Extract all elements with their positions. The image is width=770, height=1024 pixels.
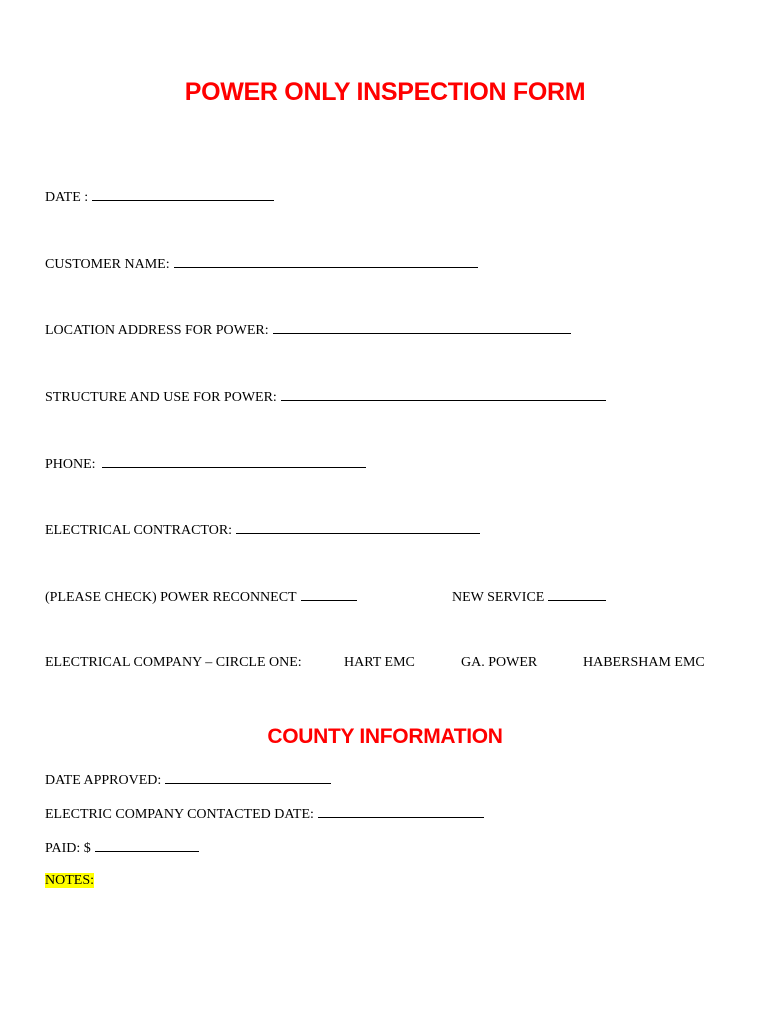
county-information-heading: COUNTY INFORMATION <box>267 725 503 748</box>
company-option-habersham-emc[interactable]: HABERSHAM EMC <box>583 655 705 670</box>
phone-row <box>45 455 366 474</box>
notes-label: NOTES: <box>45 873 94 888</box>
date-approved-row <box>45 771 331 790</box>
new-service-label: NEW SERVICE <box>452 590 545 605</box>
customer-name-row <box>45 255 478 274</box>
electric-company-contacted-field[interactable] <box>318 805 484 818</box>
date-approved-field[interactable] <box>165 771 331 784</box>
structure-use-field[interactable] <box>281 388 606 401</box>
location-address-row <box>45 321 571 340</box>
structure-use-label: STRUCTURE AND USE FOR POWER: <box>45 390 277 405</box>
date-approved-label: DATE APPROVED: <box>45 773 162 788</box>
company-option-hart-emc[interactable]: HART EMC <box>344 655 415 670</box>
date-row <box>45 188 274 207</box>
structure-use-row <box>45 388 606 407</box>
electrical-company-label: ELECTRICAL COMPANY – CIRCLE ONE: <box>45 655 302 670</box>
electric-company-contacted-row <box>45 805 484 824</box>
customer-name-label: CUSTOMER NAME: <box>45 257 170 272</box>
new-service-checkbox[interactable] <box>548 588 606 601</box>
location-address-label: LOCATION ADDRESS FOR POWER: <box>45 323 269 338</box>
company-option-ga-power[interactable]: GA. POWER <box>461 655 538 670</box>
notes-row <box>45 872 94 890</box>
phone-label: PHONE: <box>45 457 96 472</box>
location-address-field[interactable] <box>273 321 571 334</box>
date-label: DATE : <box>45 190 89 205</box>
electrical-contractor-label: ELECTRICAL CONTRACTOR: <box>45 523 233 538</box>
form-title: POWER ONLY INSPECTION FORM <box>184 78 586 106</box>
paid-label: PAID: $ <box>45 841 91 856</box>
electric-company-contacted-label: ELECTRIC COMPANY CONTACTED DATE: <box>45 807 314 822</box>
new-service-row <box>452 588 606 607</box>
power-reconnect-checkbox[interactable] <box>301 588 357 601</box>
power-reconnect-row <box>45 588 357 607</box>
customer-name-field[interactable] <box>174 255 478 268</box>
power-reconnect-label: (PLEASE CHECK) POWER RECONNECT <box>45 590 297 605</box>
electrical-contractor-row <box>45 521 480 540</box>
paid-row <box>45 839 199 858</box>
date-field[interactable] <box>92 188 274 201</box>
paid-field[interactable] <box>95 839 199 852</box>
electrical-contractor-field[interactable] <box>236 521 480 534</box>
phone-field[interactable] <box>102 455 366 468</box>
